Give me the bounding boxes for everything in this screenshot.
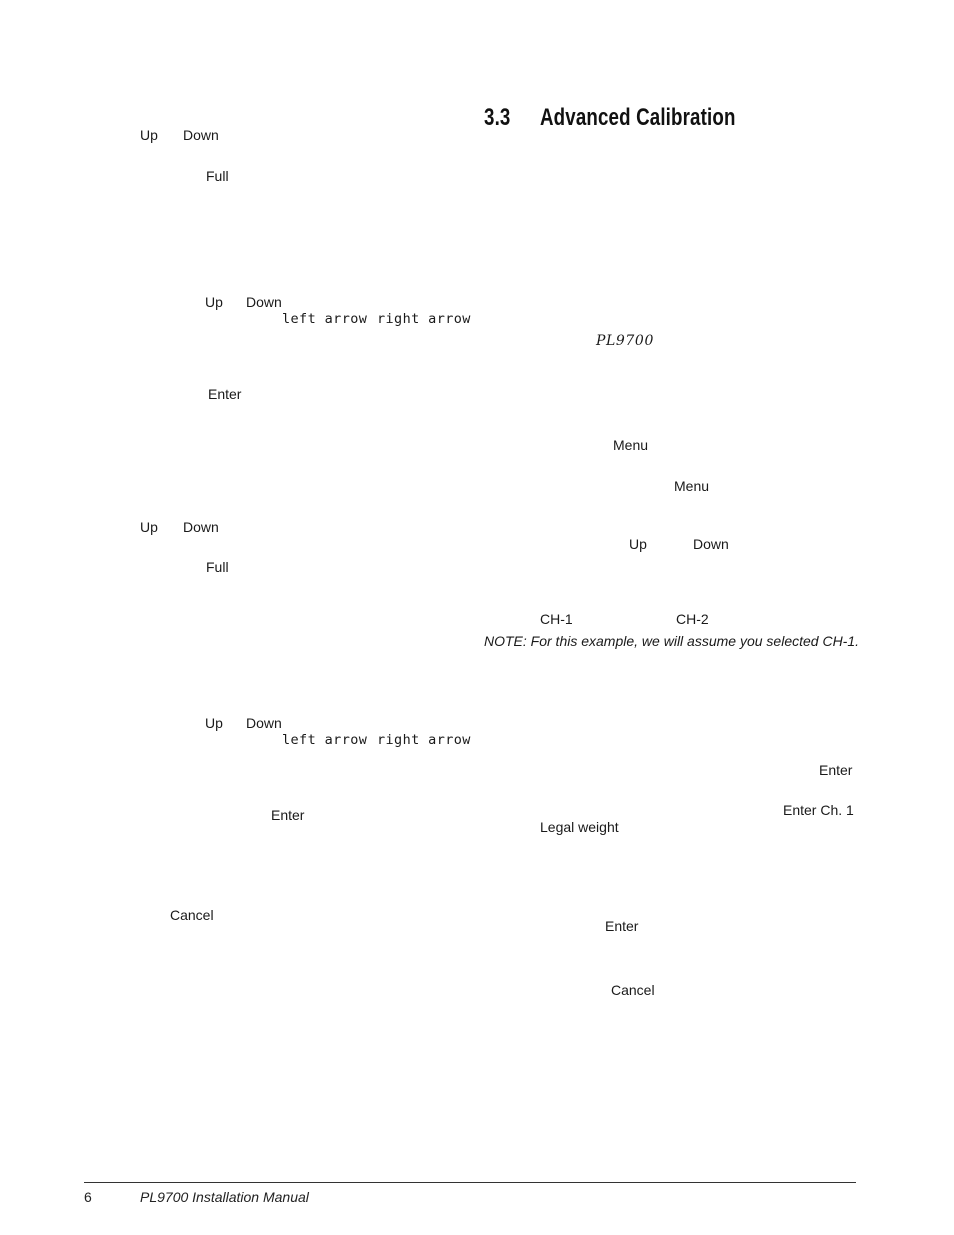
up-key-label: Up bbox=[629, 536, 647, 552]
cancel-key-label: Cancel bbox=[611, 982, 655, 998]
section-number: 3.3 bbox=[484, 104, 511, 131]
left-arrow-label: left arrow bbox=[282, 311, 368, 327]
down-key-label: Down bbox=[693, 536, 729, 552]
right-arrow-label: right arrow bbox=[377, 732, 471, 748]
manual-title: PL9700 Installation Manual bbox=[140, 1189, 309, 1205]
up-key-label: Up bbox=[140, 519, 158, 535]
menu-key-label: Menu bbox=[613, 437, 649, 453]
ch2-label: CH-2 bbox=[676, 611, 709, 627]
full-label: Full bbox=[206, 168, 229, 184]
footer-rule bbox=[84, 1182, 856, 1183]
enter-key-label: Enter bbox=[605, 918, 639, 934]
enter-key-label: Enter bbox=[819, 762, 853, 778]
down-key-label: Down bbox=[246, 294, 282, 310]
enter-key-label: Enter bbox=[271, 807, 305, 823]
section-title: Advanced Calibration bbox=[540, 104, 736, 131]
product-name: PL9700 bbox=[596, 333, 654, 349]
example-note: NOTE: For this example, we will assume you selected CH-1. bbox=[484, 633, 860, 649]
menu-key-label: Menu bbox=[674, 478, 710, 494]
left-arrow-label: left arrow bbox=[282, 732, 368, 748]
ch1-label: CH-1 bbox=[540, 611, 573, 627]
cancel-key-label: Cancel bbox=[170, 907, 214, 923]
down-key-label: Down bbox=[183, 519, 219, 535]
page-number: 6 bbox=[84, 1189, 92, 1205]
enter-ch1-label: Enter Ch. 1 bbox=[783, 802, 854, 818]
right-arrow-label: right arrow bbox=[377, 311, 471, 327]
up-key-label: Up bbox=[205, 294, 223, 310]
down-key-label: Down bbox=[246, 715, 282, 731]
legal-weight-label: Legal weight bbox=[540, 819, 619, 835]
enter-key-label: Enter bbox=[208, 386, 242, 402]
up-key-label: Up bbox=[205, 715, 223, 731]
down-key-label: Down bbox=[183, 127, 219, 143]
full-label: Full bbox=[206, 559, 229, 575]
up-key-label: Up bbox=[140, 127, 158, 143]
